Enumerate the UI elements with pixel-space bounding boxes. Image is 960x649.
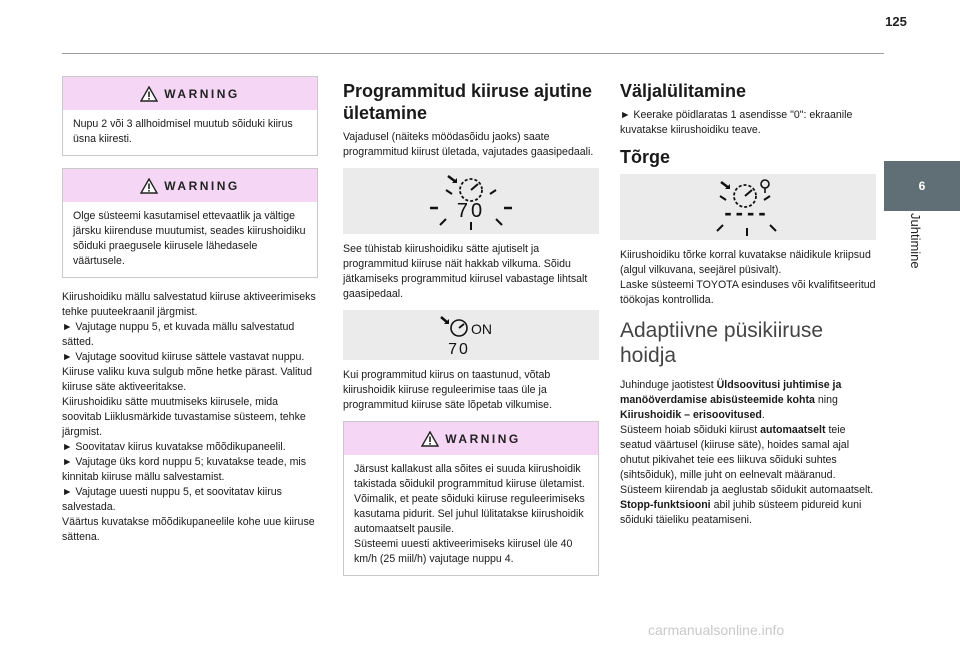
section-heading: Programmitud kiiruse ajutine ületamine: [343, 81, 593, 123]
chapter-tab[interactable]: 6: [884, 161, 960, 211]
warning-title: WARNING: [164, 86, 240, 101]
cruise-fault-icon: [703, 176, 793, 238]
paragraph-text: Kiirushoidiku tõrke korral kuvatakse näidikule kriipsud (algul vilkuvana, seejärel püsivalt). Laske süsteemi TOYOTA esinduses või kvalifitseeritud töökojas kontrollida.: [620, 249, 876, 306]
warning-triangle-icon: [140, 86, 158, 102]
chapter-side-label: [893, 213, 953, 293]
warning-box-1: [62, 76, 318, 156]
svg-text:70: 70: [456, 200, 486, 222]
warning-title: WARNING: [164, 178, 240, 193]
warning-triangle-icon: [421, 431, 439, 447]
warning-header: [63, 169, 317, 202]
section-heading: Väljalülitamine: [620, 81, 747, 101]
svg-text:70: 70: [448, 341, 470, 357]
warning-box-2: [62, 168, 318, 278]
paragraph-text: ► Keerake pöidlaratas 1 asendisse "0": ekraanile kuvatakse kiirushoidiku teave.: [620, 109, 853, 136]
warning-text: Olge süsteemi kasutamisel ettevaatlik ja vältige järsku kiirenduse muutumist, seades kiirushoidiku sõiduki praegusele kiirusele lähedasele väärtusele.: [73, 210, 306, 267]
column-3: [620, 76, 876, 536]
paragraph-text: See tühistab kiirushoidiku sätte ajutiselt ja programmitud kiiruse näit hakkab vilkuma. Sõidu jätkamiseks programmitud kiirusel vabastage lihtsalt gaasipedaal.: [343, 243, 588, 300]
column-2: [343, 76, 599, 588]
page-number: 125: [885, 14, 907, 29]
warning-text: Järsust kallakust alla sõites ei suuda kiirushoidik takistada sõidukil programmitud kiiruse ületamist. Võimalik, et peate sõiduki kiiruse reguleerimiseks kasutama pidurit. Sel juhul lülitatakse kiirushoidik automaatselt pausile. Süsteemi uuesti aktiveerimiseks kiirusel üle 40 km/h (25 miil/h) vajutage nuppu 4.: [354, 463, 585, 565]
text-run: ning: [814, 394, 838, 406]
text-run: Süsteem hoiab sõiduki kiirust: [620, 424, 761, 436]
emphasis: Stopp-funktsiooni: [620, 499, 711, 511]
warning-box-3: [343, 421, 599, 576]
warning-title: WARNING: [445, 431, 521, 446]
fault-illustration: [620, 174, 876, 240]
svg-text:ON: ON: [471, 321, 492, 337]
speed-override-illustration: [343, 168, 599, 234]
body-text: Kiirushoidiku mällu salvestatud kiiruse aktiveerimiseks tehke puuteekraanil järgmist. ► Vajutage nuppu 5, et kuvada mällu salvestatud sätted. ► Vajutage soovitud kiiruse sättele vastavat nuppu. Kiiruse valiku kuva sulgub mõne hetke pärast. Valitud kiiruse säte aktiveeritakse. Kiirushoidiku sätte muutmiseks kiirusele, mida soovitab Liiklusmärkide tuvastamise süsteem, tehke järgmist. ► Soovitatav kiirus kuvatakse mõõdikupaneelil. ► Vajutage üks kord nuppu 5; kuvatakse teade, mis kinnitab kiiruse mällu salvestamist. ► Vajutage uuesti nuppu 5, et soovitatav kiirus salvestada. Väärtus kuvatakse mõõdikupaneelile kohe uue kiiruse sättena.: [62, 291, 316, 543]
text-run: teie seatud väärtusel (kiiruse säte), hoides samal ajal ohutut pikivahet teie ees liikuva sõiduki suhtes (sihtsõiduk), mille juht on eelnevalt määranud. Süsteem kiirendab ja aeglustab sõidukit automaatselt.: [620, 424, 874, 496]
speedometer-flashing-icon: [426, 170, 516, 232]
paragraph-text: Kui programmitud kiirus on taastunud, võtab kiirushoidik kiiruse reguleerimise taas üle ja programmitud kiiruse säte lõpetab vilkumise.: [343, 369, 553, 411]
warning-text: Nupu 2 või 3 allhoidmisel muutub sõiduki kiirus üsna kiiresti.: [73, 118, 293, 145]
speed-resume-illustration: [343, 310, 599, 360]
section-heading-large: Adaptiivne püsikiiruse hoidja: [620, 319, 824, 367]
warning-header: [63, 77, 317, 110]
section-heading: Tõrge: [620, 147, 671, 167]
cruise-on-icon: [431, 313, 511, 357]
paragraph-text: [620, 378, 876, 528]
text-run: abil juhib süsteem pidureid kuni sõiduki täieliku peatamiseni.: [620, 499, 862, 526]
text-run: .: [761, 409, 765, 421]
watermark: carmanualsonline.info: [648, 622, 785, 638]
warning-header: [344, 422, 598, 455]
text-run: Juhinduge jaotistest: [620, 379, 717, 391]
column-1: [62, 76, 318, 553]
warning-triangle-icon: [140, 178, 158, 194]
header-rule: [62, 53, 884, 54]
intro-text: Vajadusel (näiteks möödasõidu jaoks) saate programmitud kiirust ületada, vajutades gaasipedaali.: [343, 131, 594, 158]
link-text: Üldsoovitusi juhtimise ja manööverdamise abisüsteemide kohta: [620, 379, 842, 406]
link-text: Kiirushoidik – erisoovitused: [620, 409, 762, 421]
svg-text:----: ----: [724, 200, 770, 225]
chapter-title: Juhtimine: [908, 213, 923, 269]
emphasis: automaatselt: [760, 424, 826, 436]
